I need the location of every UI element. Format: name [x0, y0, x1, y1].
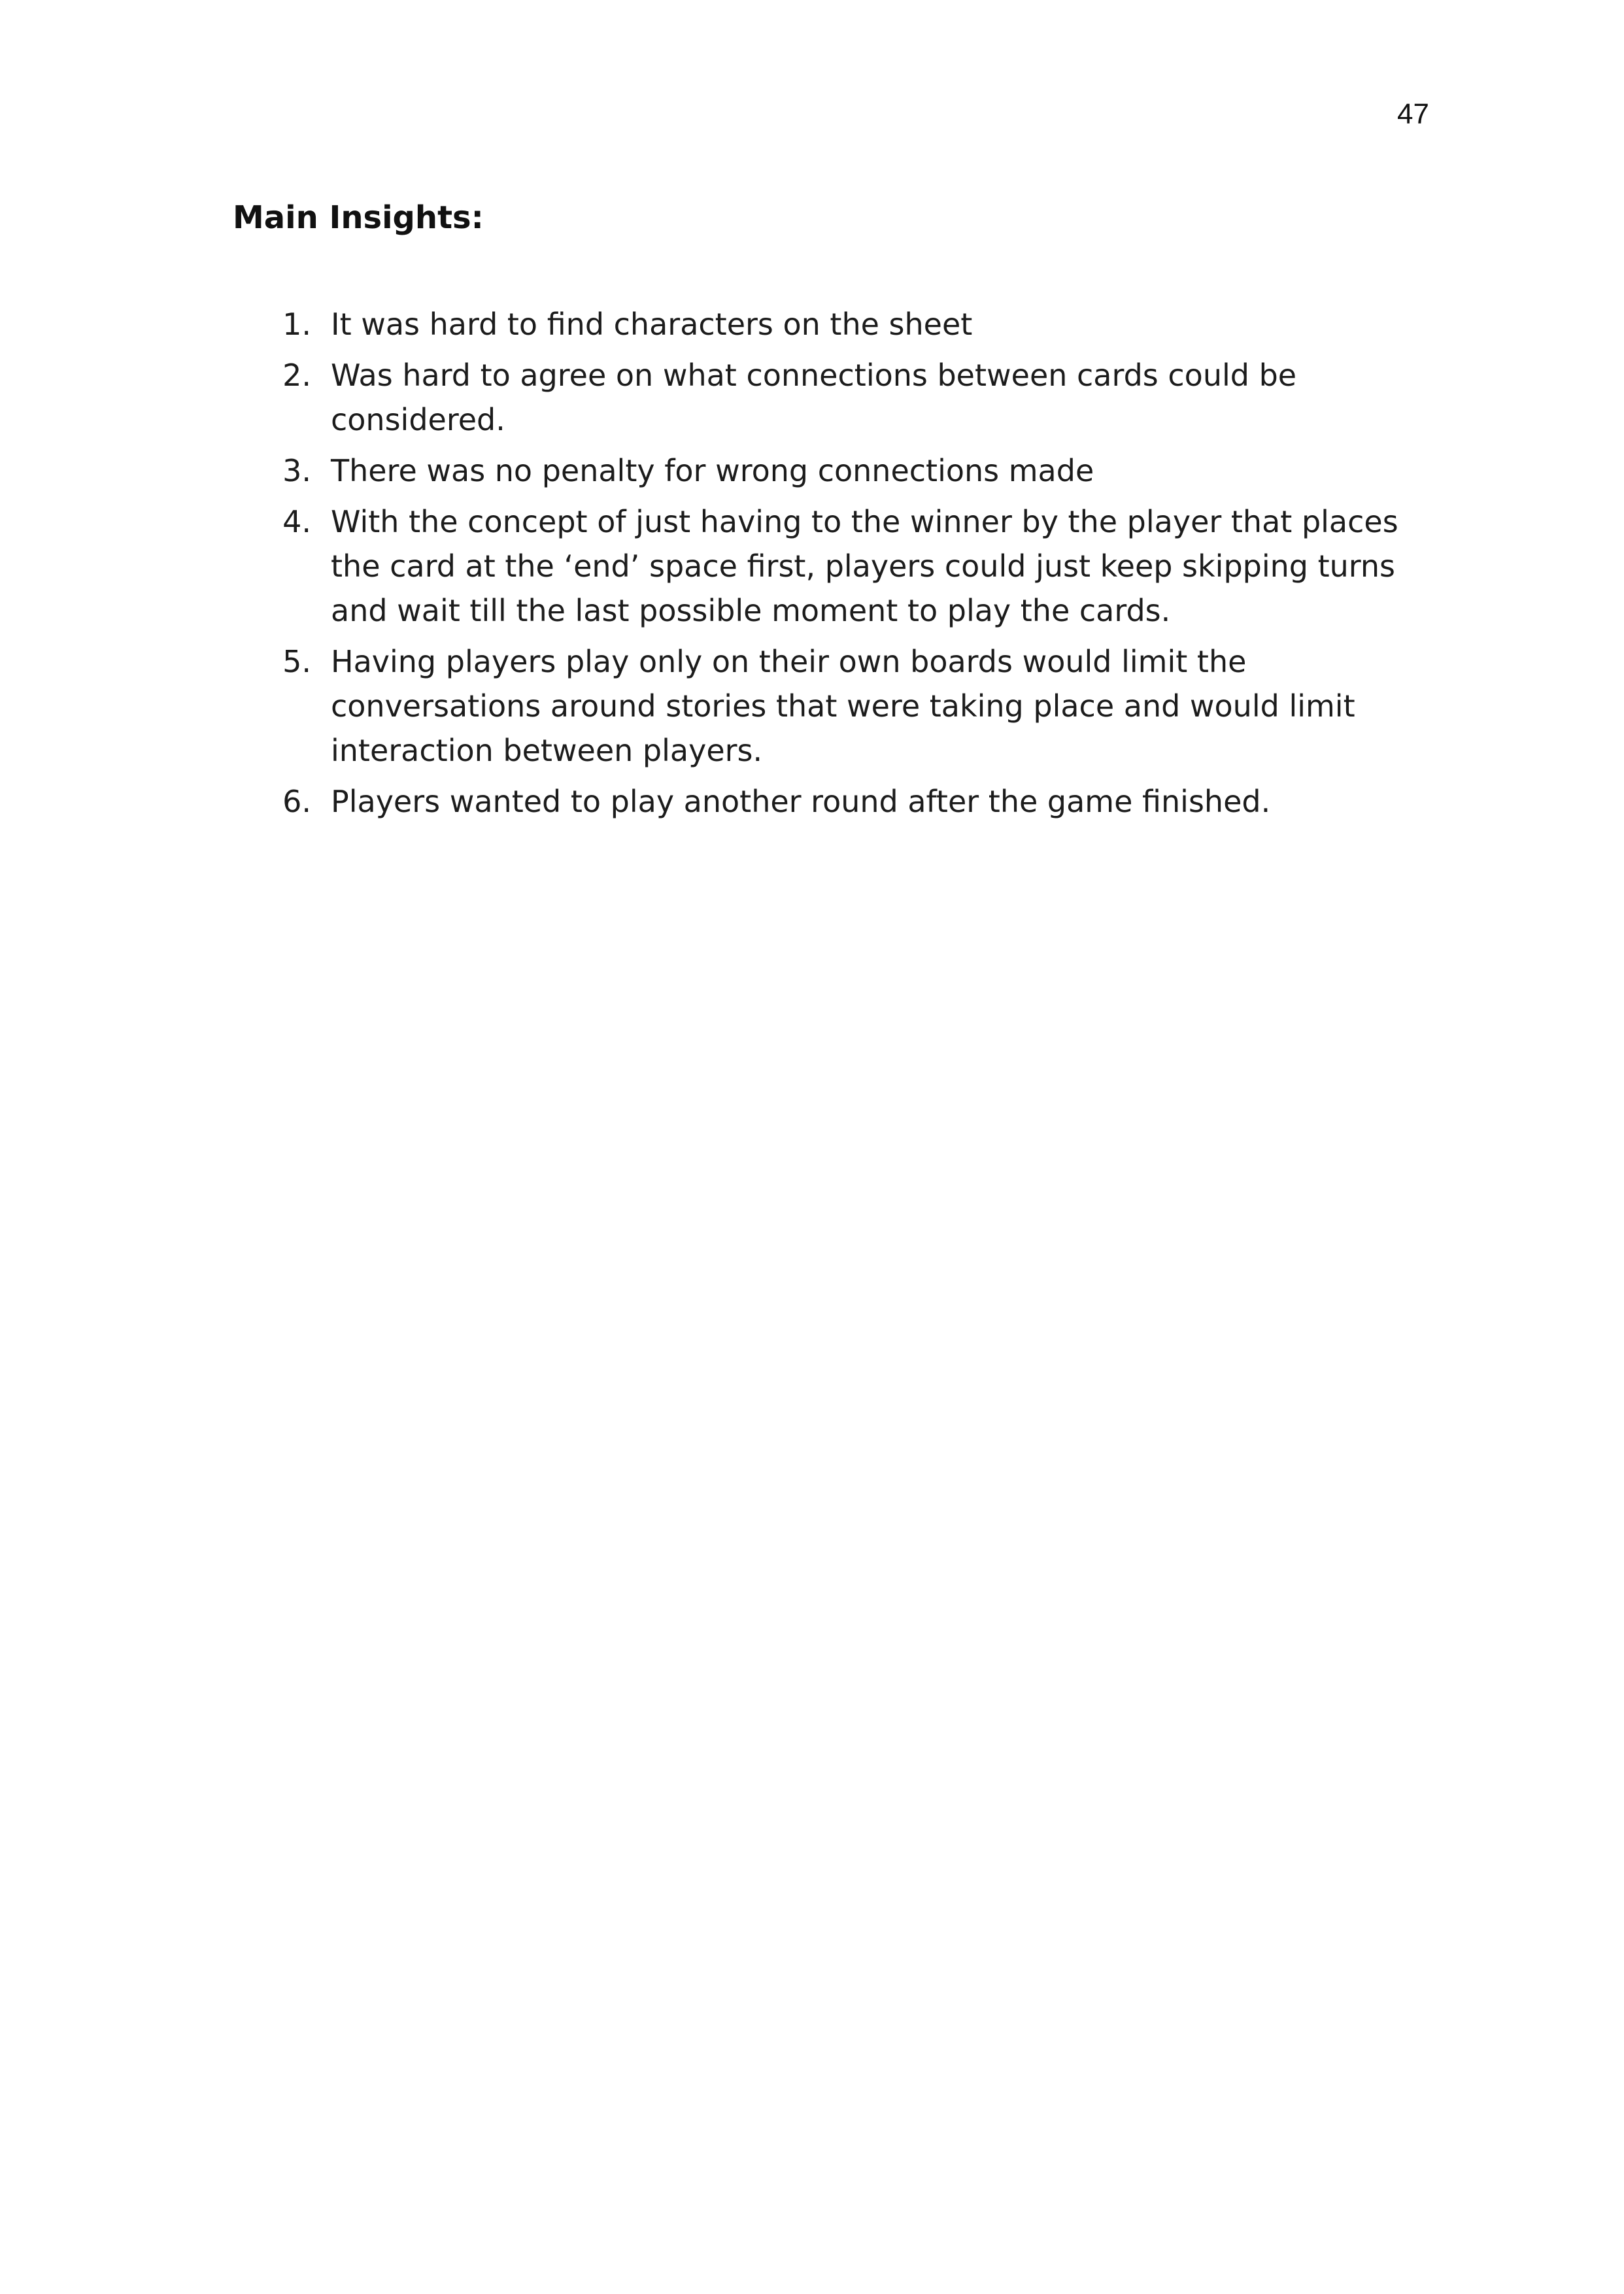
list-item-text: It was hard to find characters on the sheet	[331, 307, 973, 342]
list-item	[233, 302, 1449, 346]
list-item-number: 3.	[282, 453, 311, 488]
list-item	[233, 779, 1449, 824]
list-item-text: Was hard to agree on what connections between cards could be considered.	[331, 358, 1297, 437]
list-item-number: 2.	[282, 358, 311, 393]
insights-list	[233, 302, 1449, 824]
list-item	[233, 639, 1449, 773]
list-item-text: There was no penalty for wrong connections made	[331, 453, 1094, 488]
list-item-text: With the concept of just having to the winner by the player that places the card at the ‘end’ space first, players could just keep skipping turns and wait till the last possible moment to play the cards.	[331, 504, 1398, 628]
list-item-number: 5.	[282, 644, 311, 679]
list-item	[233, 499, 1449, 633]
list-item	[233, 353, 1449, 442]
list-item	[233, 448, 1449, 493]
list-item-text: Players wanted to play another round after the game finished.	[331, 784, 1271, 819]
list-item-number: 1.	[282, 307, 311, 342]
list-item-text: Having players play only on their own boards would limit the conversations around stories that were taking place and would limit interaction between players.	[331, 644, 1355, 768]
list-item-number: 4.	[282, 504, 311, 539]
list-item-number: 6.	[282, 784, 311, 819]
page-number: 47	[1397, 98, 1429, 130]
section-heading: Main Insights:	[233, 199, 484, 236]
